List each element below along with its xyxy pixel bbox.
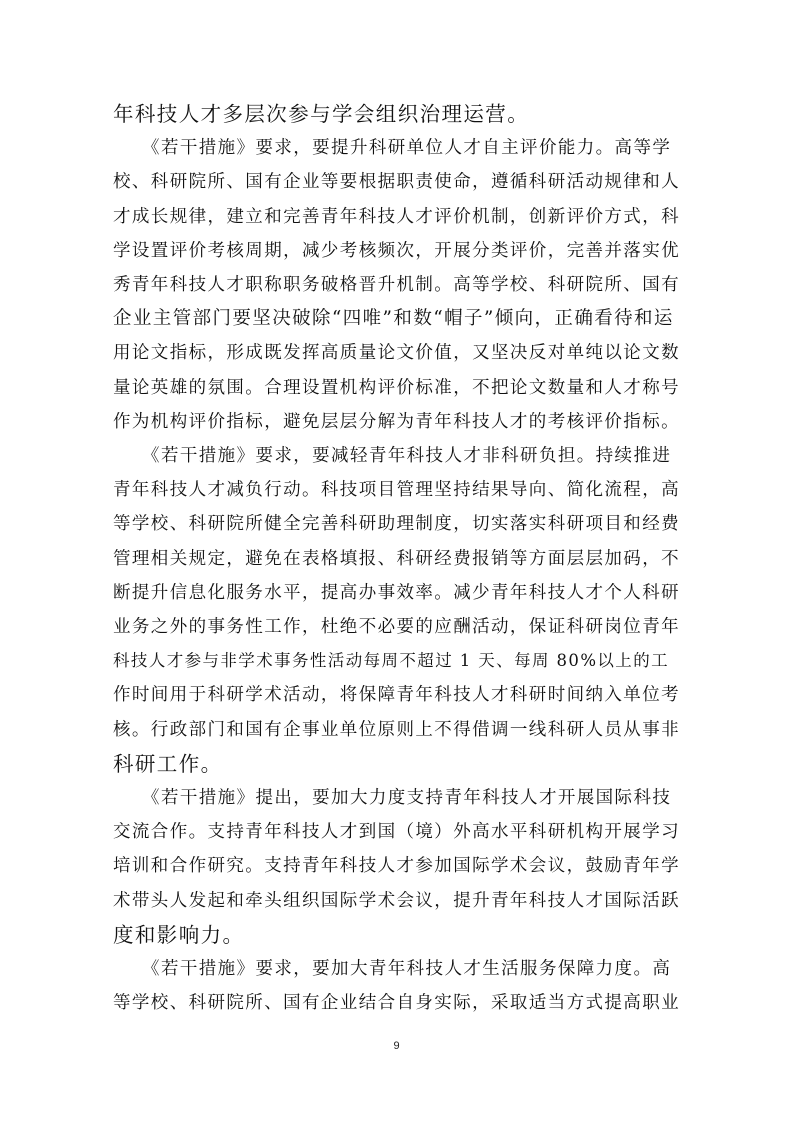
text-line: 科技人才参与非学术事务性活动每周不超过 1 天、每周 80%以上的工 [113,651,670,671]
text-line: 作时间用于科研学术活动，将保障青年科技人才科研时间纳入单位考 [113,685,680,706]
text-line: 才成长规律，建立和完善青年科技人才评价机制，创新评价方式，科 [113,206,680,227]
text-line: 管理相关规定，避免在表格填报、科研经费报销等方面层层加码，不 [113,548,680,569]
text-line: 培训和合作研究。支持青年科技人才参加国际学术会议，鼓励青年学 [113,856,680,877]
text-line: 科研工作。 [113,751,223,776]
text-line: 度和影响力。 [113,922,245,947]
page-number: 9 [393,1040,400,1052]
text-line: 年科技人才多层次参与学会组织治理运营。 [113,102,530,126]
text-line: 《若干措施》要求，要提升科研单位人才自主评价能力。高等学 [113,138,672,159]
text-line: 业务之外的事务性工作，杜绝不必要的应酬活动，保证科研岗位青年 [113,617,680,637]
text-line: 学设置评价考核周期，减少考核频次，开展分类评价，完善并落实优 [113,240,680,261]
text-line: 用论文指标，形成既发挥高质量论文价值，又坚决反对单纯以论文数 [113,343,680,364]
text-line: 核。行政部门和国有企事业单位原则上不得借调一线科研人员从事非 [113,719,680,740]
text-line: 量论英雄的氛围。合理设置机构评价标准，不把论文数量和人才称号 [113,377,680,398]
text-line: 《若干措施》要求，要减轻青年科技人才非科研负担。持续推进 [113,446,672,466]
text-line: 《若干措施》要求，要加大青年科技人才生活服务保障力度。高 [113,959,672,979]
text-line: 校、科研院所、国有企业等要根据职责使命，遵循科研活动规律和人 [113,172,680,193]
text-line: 断提升信息化服务水平，提高办事效率。减少青年科技人才个人科研 [113,582,680,603]
text-line: 等学校、科研院所、国有企业结合自身实际，采取适当方式提高职业 [113,993,680,1014]
text-line: 青年科技人才减负行动。科技项目管理坚持结果导向、简化流程，高 [113,480,680,501]
text-line: 作为机构评价指标，避免层层分解为青年科技人才的考核评价指标。 [113,411,680,432]
text-line: 等学校、科研院所健全完善科研助理制度，切实落实科研项目和经费 [113,514,680,535]
text-line: 秀青年科技人才职称职务破格晋升机制。高等学校、科研院所、国有 [113,275,680,295]
text-line: 术带头人发起和牵头组织国际学术会议，提升青年科技人才国际活跃 [113,890,680,911]
text-line: 《若干措施》提出，要加大力度支持青年科技人才开展国际科技 [113,788,672,808]
text-line: 交流合作。支持青年科技人才到国（境）外高水平科研机构开展学习 [113,822,680,843]
text-line: 企业主管部门要坚决破除“四唯”和数“帽子”倾向，正确看待和运 [113,308,674,330]
